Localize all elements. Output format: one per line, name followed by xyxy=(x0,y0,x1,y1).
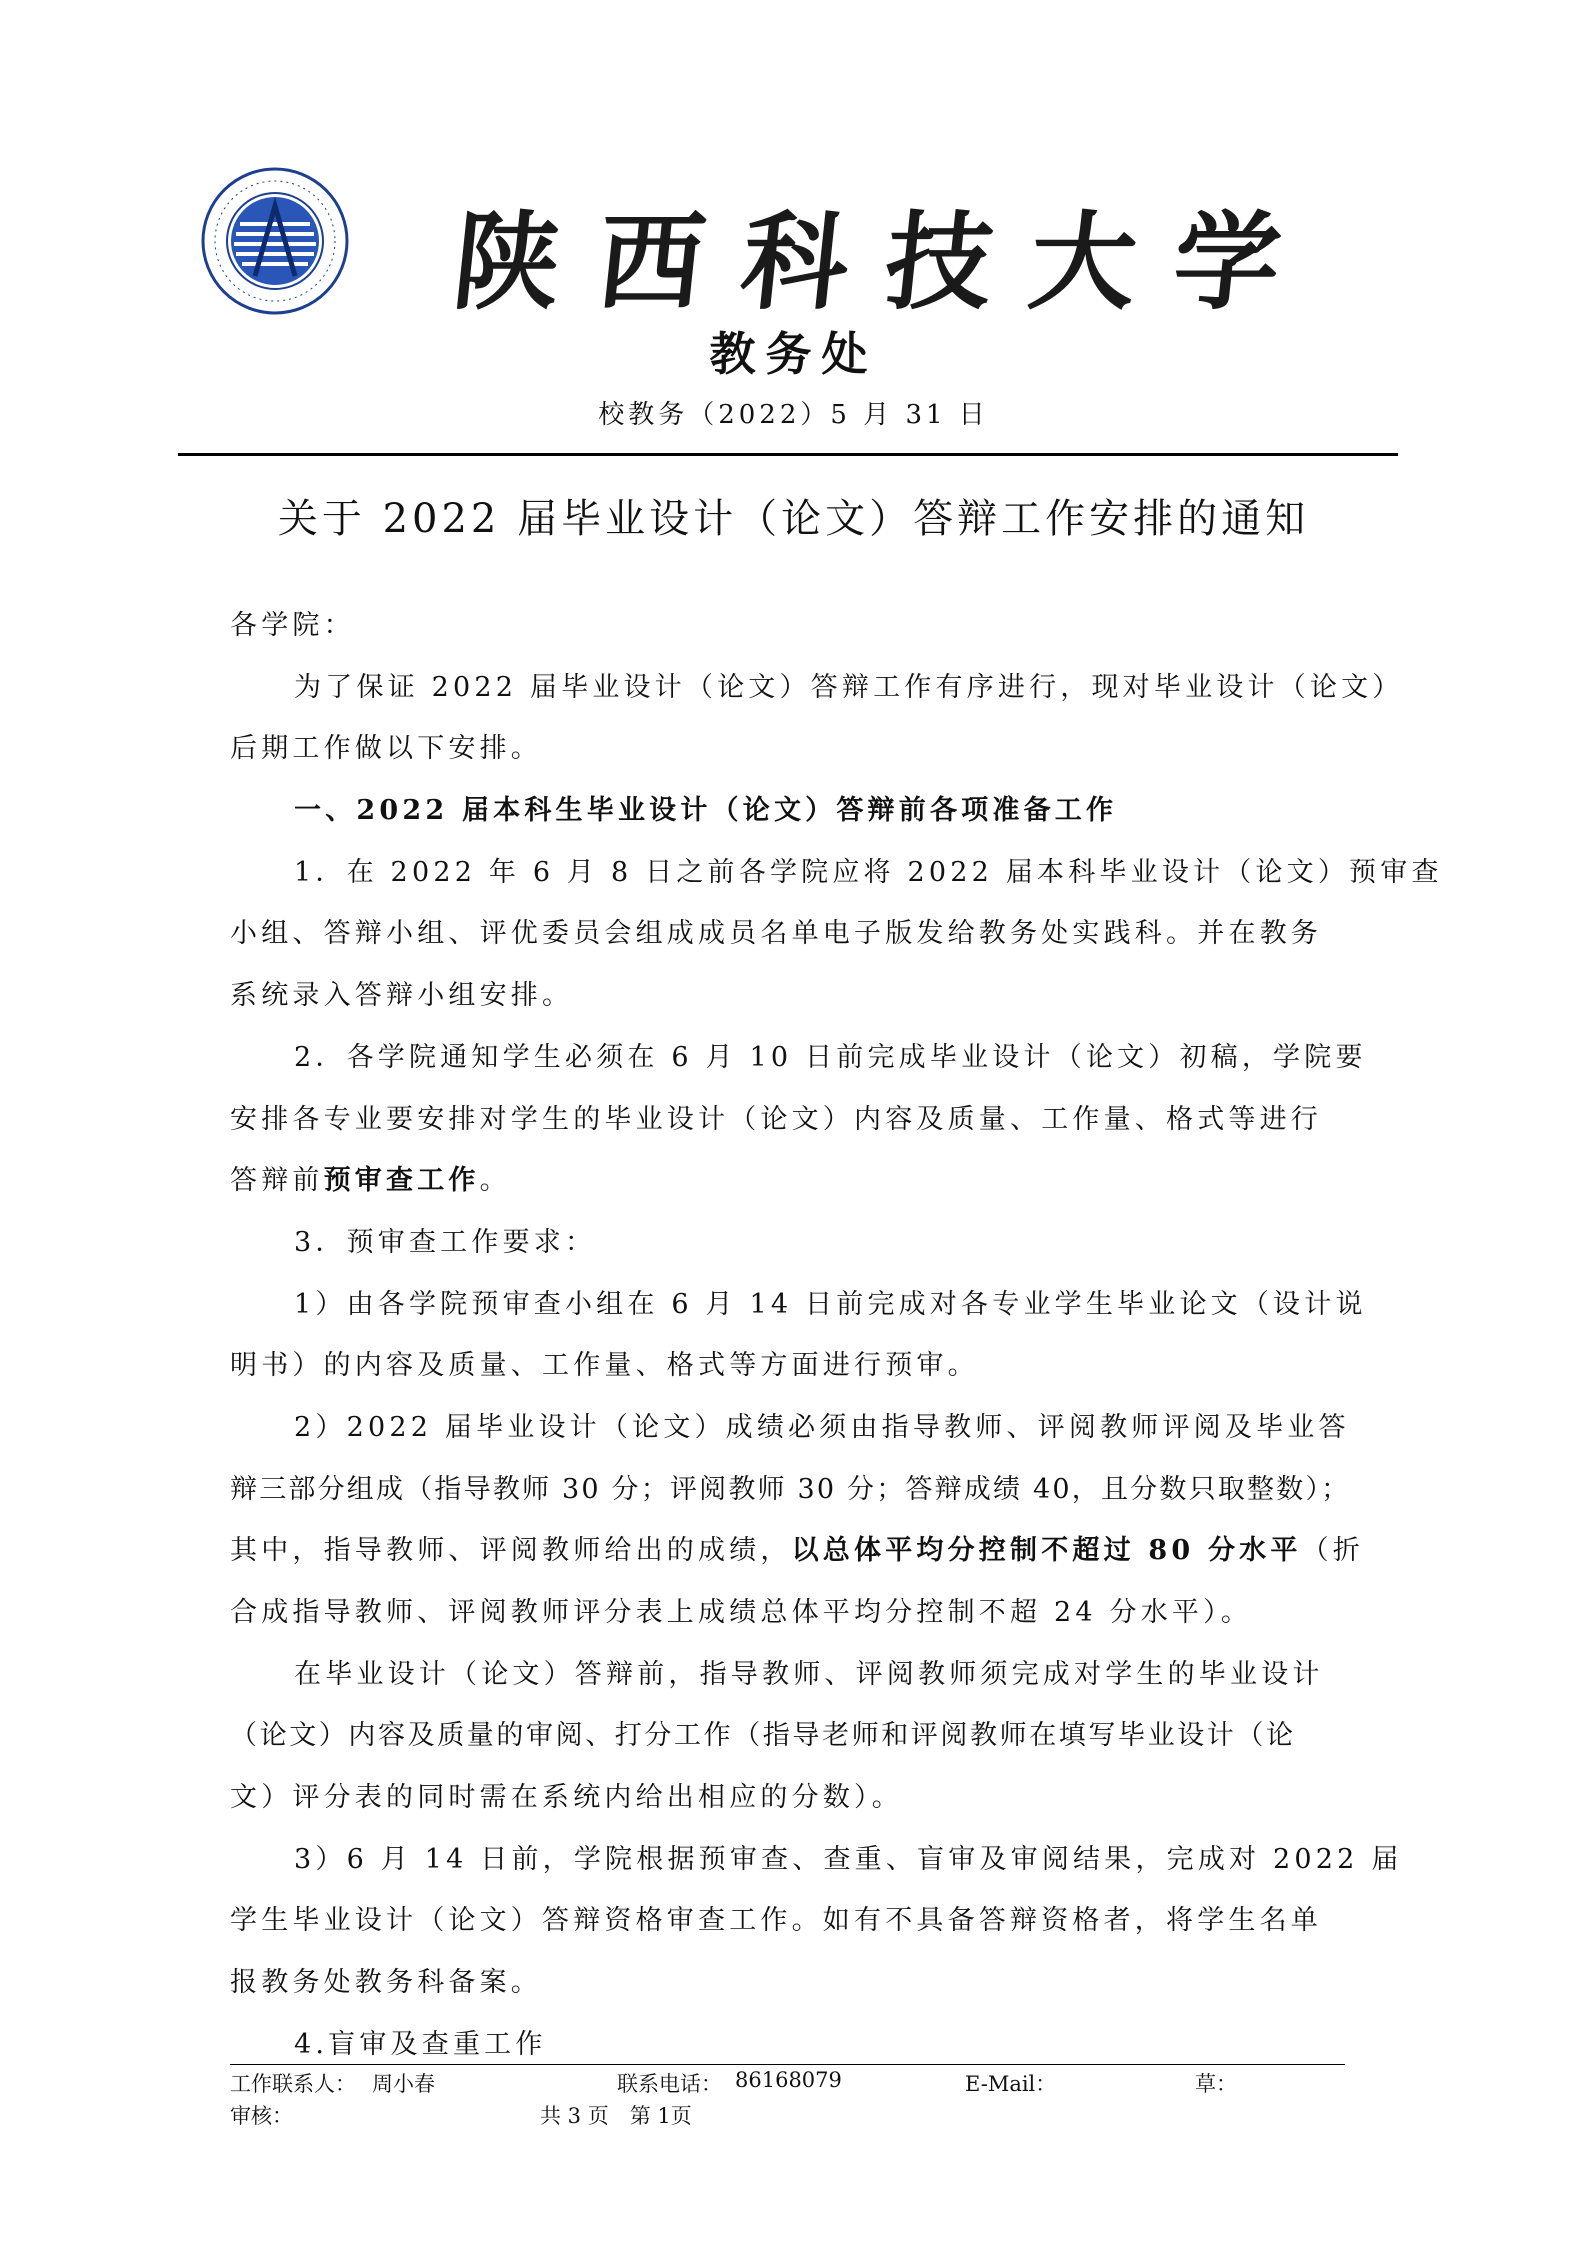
item2-line-3 xyxy=(230,1150,1410,1212)
notice-title: 关于 2022 届毕业设计（论文）答辩工作安排的通知 xyxy=(277,496,1310,542)
sub3-line-2: 学生毕业设计（论文）答辩资格审查工作。如有不具备答辩资格者，将学生名单 xyxy=(230,1905,1322,1937)
item3-heading: 3．预审查工作要求： xyxy=(294,1226,597,1258)
sub2-line-3-end: （折 xyxy=(1301,1535,1364,1567)
salutation: 各学院： xyxy=(230,610,355,641)
sub2-line-4: 合成指导教师、评阅教师评分表上成绩总体平均分控制不超 24 分水平）。 xyxy=(230,1597,1253,1628)
sub2-line-3-text: 其中，指导教师、评阅教师给出的成绩， xyxy=(230,1535,792,1567)
para-line-1: 在毕业设计（论文）答辩前，指导教师、评阅教师须完成对学生的毕业设计 xyxy=(294,1658,1324,1690)
item2-bold-text: 预审查工作 xyxy=(323,1165,480,1197)
item2-line-2: 安排各专业要安排对学生的毕业设计（论文）内容及质量、工作量、格式等进行 xyxy=(230,1103,1322,1135)
contact-name: 周小春 xyxy=(372,2072,435,2096)
draft-label: 草： xyxy=(1195,2072,1237,2096)
item1-line-1: 1．在 2022 年 6 月 8 日之前各学院应将 2022 届本科毕业设计（论文）预审查 xyxy=(294,856,1443,888)
department-name: 教务处 xyxy=(709,327,878,381)
header-divider xyxy=(178,453,1398,456)
para-line-3: 文）评分表的同时需在系统内给出相应的分数）。 xyxy=(230,1782,903,1814)
phone-number: 86168079 xyxy=(735,2068,842,2092)
sub1-line-1: 1）由各学院预审查小组在 6 月 14 日前完成对各专业学生毕业论文（设计说 xyxy=(294,1288,1367,1320)
sub2-bold-text: 以总体平均分控制不超过 80 分水平 xyxy=(791,1535,1302,1567)
email-label: E-Mail： xyxy=(965,2072,1057,2096)
intro-line-1: 为了保证 2022 届毕业设计（论文）答辩工作有序进行，现对毕业设计（论文） xyxy=(294,671,1404,703)
sub1-line-2: 明书）的内容及质量、工作量、格式等方面进行预审。 xyxy=(230,1350,979,1382)
footer-divider xyxy=(230,2064,1345,2065)
item1-line-2: 小组、答辩小组、评优委员会组成成员名单电子版发给教务处实践科。并在教务 xyxy=(230,918,1322,950)
item4-heading: 4.盲审及查重工作 xyxy=(294,2028,547,2060)
notice-body xyxy=(230,595,1443,2076)
sub2-line-2: 辩三部分组成（指导教师 30 分；评阅教师 30 分；答辩成绩 40，且分数只取整数）； xyxy=(230,1473,1351,1505)
sub2-line-1: 2）2022 届毕业设计（论文）成绩必须由指导教师、评阅教师评阅及毕业答 xyxy=(294,1411,1350,1443)
university-name: 陕西科技大学 xyxy=(447,199,1325,324)
document-number: 校教务（2022）5 月 31 日 xyxy=(598,400,989,430)
sub3-line-1: 3）6 月 14 日前，学院根据预审查、查重、盲审及审阅结果，完成对 2022 届 xyxy=(294,1843,1403,1875)
review-label: 审核： xyxy=(230,2104,293,2128)
para-line-2: （论文）内容及质量的审阅、打分工作（指导老师和评阅教师在填写毕业设计（论 xyxy=(230,1720,1296,1752)
item2-line-1: 2．各学院通知学生必须在 6 月 10 日前完成毕业设计（论文）初稿，学院要 xyxy=(294,1041,1367,1073)
sub3-line-3: 报教务处教务科备案。 xyxy=(230,1967,542,1999)
item1-line-3: 系统录入答辩小组安排。 xyxy=(230,980,574,1012)
contact-label: 工作联系人： xyxy=(230,2072,356,2096)
university-seal-logo xyxy=(200,166,350,316)
intro-line-2: 后期工作做以下安排。 xyxy=(230,733,542,765)
section-heading-1: 一、2022 届本科生毕业设计（论文）答辩前各项准备工作 xyxy=(294,795,1118,827)
item2-line-3-end: 。 xyxy=(479,1165,511,1197)
phone-label: 联系电话： xyxy=(617,2072,722,2096)
sub2-line-3 xyxy=(230,1520,1410,1582)
item2-line-3-text: 答辩前 xyxy=(230,1165,324,1197)
page-count: 共 3 页 第 1页 xyxy=(540,2104,692,2128)
